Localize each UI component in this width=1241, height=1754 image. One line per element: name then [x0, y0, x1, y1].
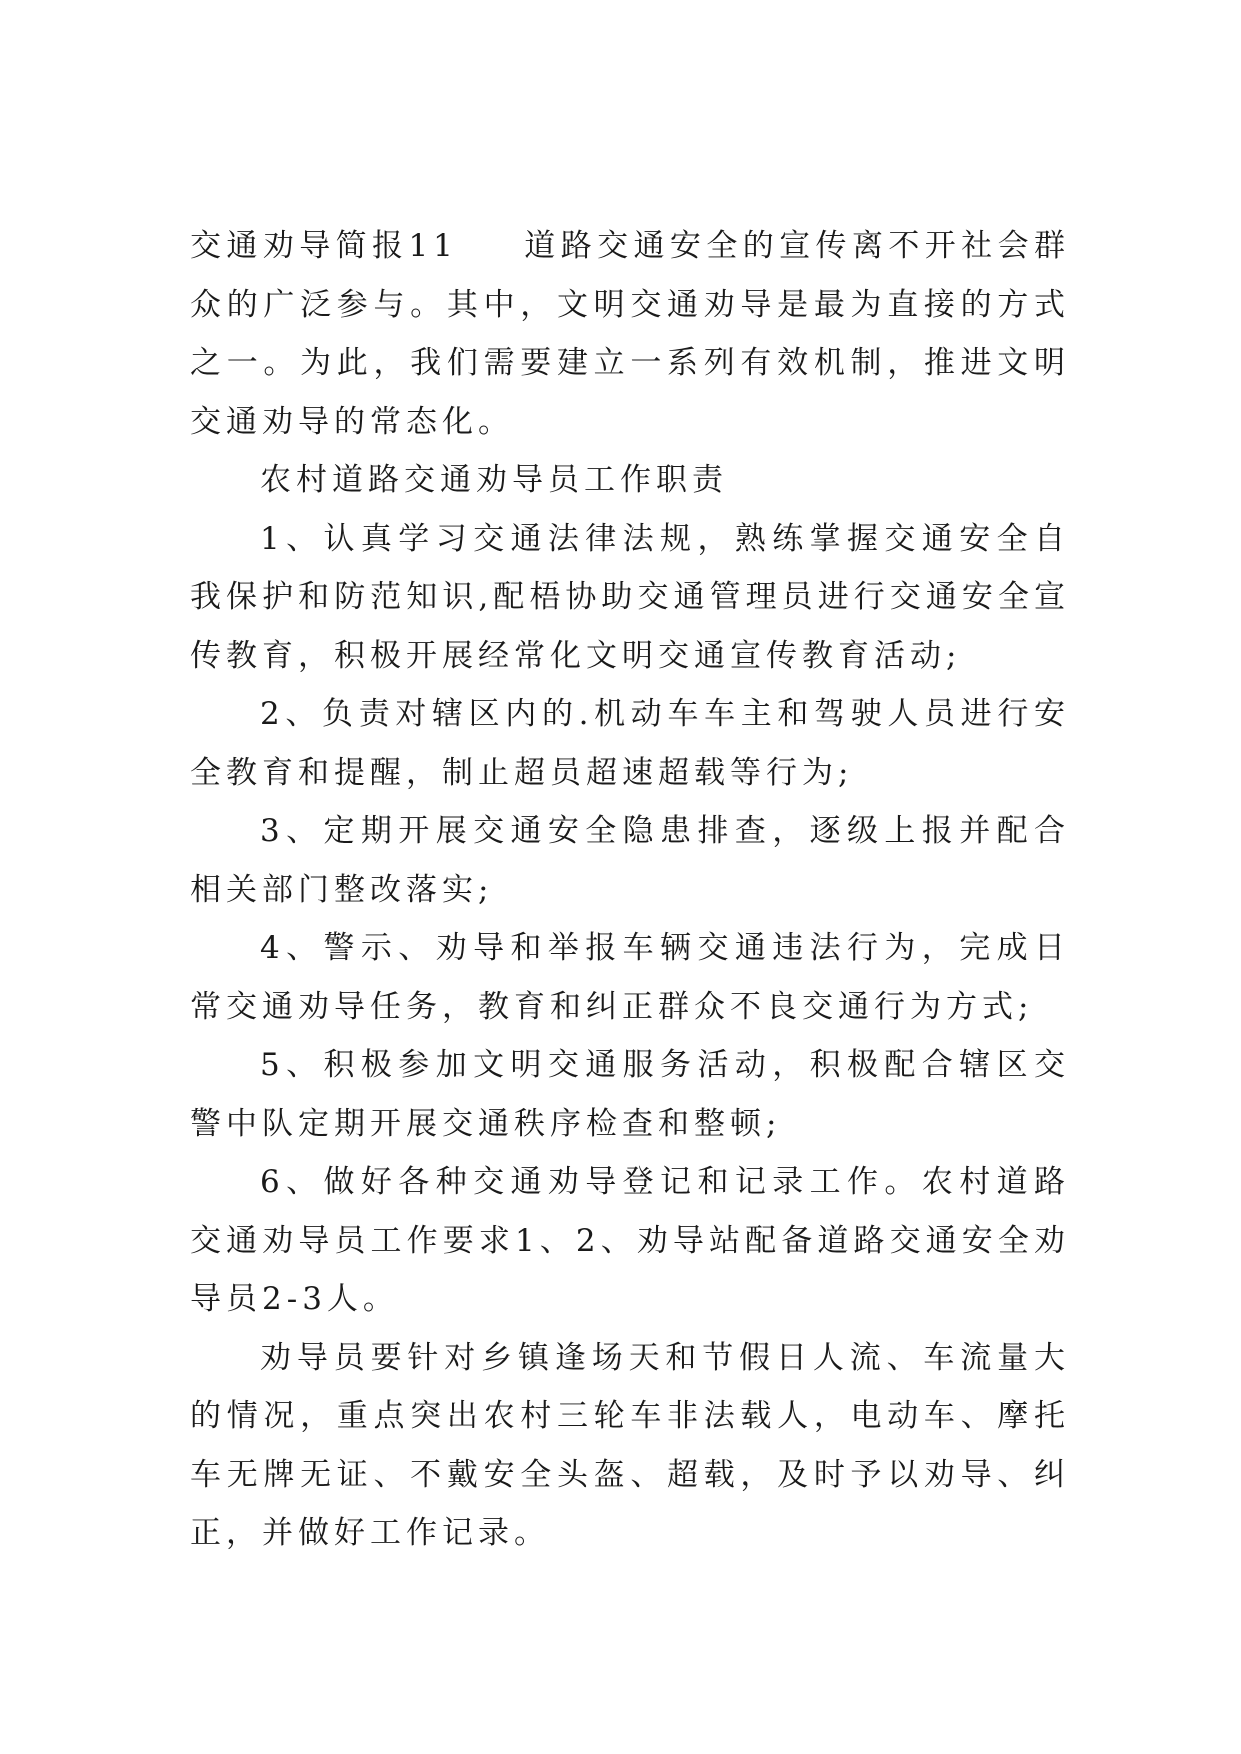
duty-item-2: 2、负责对辖区内的.机动车车主和驾驶人员进行安全教育和提醒，制止超员超速超载等行为;	[190, 696, 1070, 791]
intro-paragraph	[190, 217, 1070, 451]
duty-item-1: 1、认真学习交通法律法规，熟练掌握交通安全自我保护和防范知识,配梧协助交通管理员进行交通安全宣传教育，积极开展经常化文明交通宣传教育活动;	[190, 520, 1070, 674]
duty-item-4: 4、警示、劝导和举报车辆交通违法行为，完成日常交通劝导任务，教育和纠正群众不良交通行为方式;	[190, 930, 1070, 1025]
closing-paragraph: 劝导员要针对乡镇逢场天和节假日人流、车流量大的情况，重点突出农村三轮车非法载人，电动车、摩托车无牌无证、不戴安全头盔、超载，及时予以劝导、纠正，并做好工作记录。	[190, 1339, 1070, 1551]
duty-item-6: 6、做好各种交通劝导登记和记录工作。农村道路交通劝导员工作要求1、2、劝导站配备道路交通安全劝导员2-3人。	[190, 1164, 1070, 1317]
intro-text: 道路交通安全的宣传离不开社会群众的广泛参与。其中，文明交通劝导是最为直接的方式之一。为此，我们需要建立一系列有效机制，推进文明交通劝导的常态化。	[190, 228, 1070, 440]
duty-item-3: 3、定期开展交通安全隐患排查，逐级上报并配合相关部门整改落实;	[190, 813, 1070, 908]
section-heading: 农村道路交通劝导员工作职责	[260, 462, 728, 498]
document-title: 交通劝导简报11	[190, 228, 458, 264]
document-body	[190, 217, 1070, 1563]
duty-item-5: 5、积极参加文明交通服务活动，积极配合辖区交警中队定期开展交通秩序检查和整顿;	[190, 1047, 1070, 1142]
